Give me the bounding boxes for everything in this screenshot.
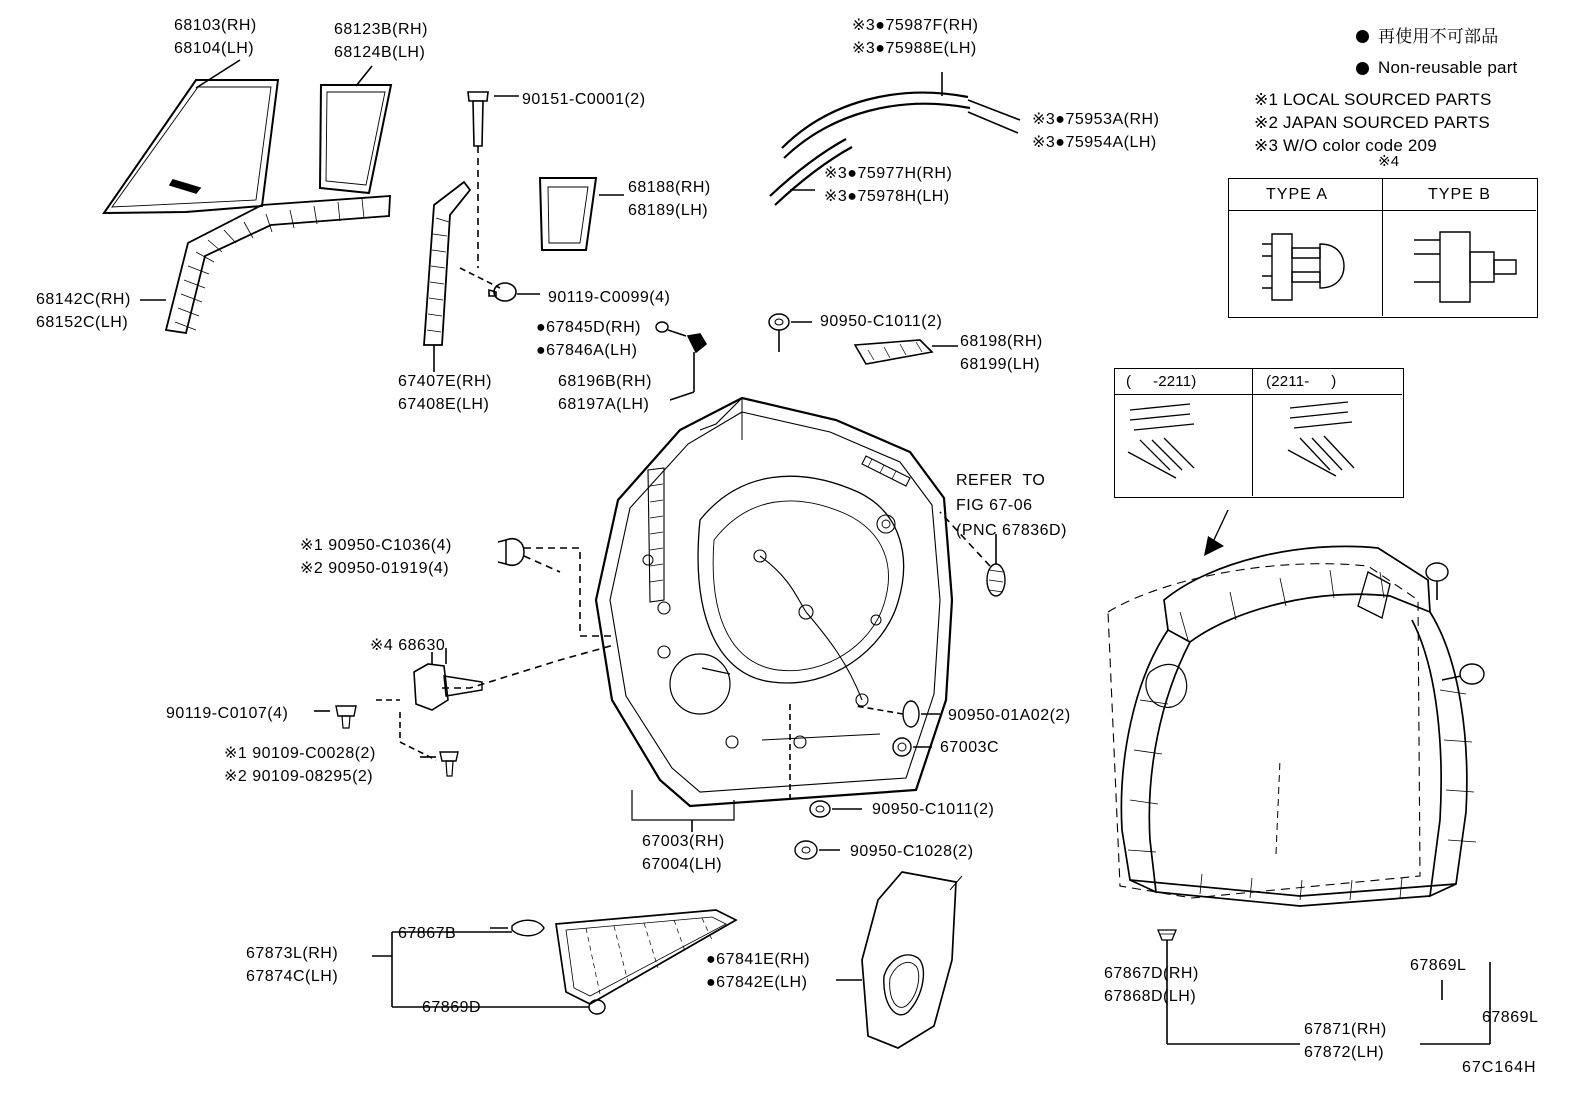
- part-label-90950-C1011-bottom: 90950-C1011(2): [872, 801, 995, 818]
- part-label-68123B: 68123B(RH) 68124B(LH): [334, 21, 428, 61]
- part-label-67869L-b: 67869L: [1482, 1009, 1539, 1026]
- part-label-67003C: 67003C: [940, 739, 1000, 756]
- part-label-75953A: ※3●75953A(RH) ※3●75954A(LH): [1032, 111, 1160, 151]
- part-label-67407E: 67407E(RH) 67408E(LH): [398, 373, 492, 413]
- type-table-divider: [1382, 178, 1383, 316]
- refer-to-note: REFER TO FIG 67-06 (PNC 67836D): [956, 472, 1067, 539]
- part-label-90119-C0107: 90119-C0107(4): [166, 705, 289, 722]
- part-label-75987F: ※3●75987F(RH) ※3●75988E(LH): [852, 17, 979, 57]
- nonreusable-dot-jp: [1356, 30, 1369, 43]
- part-label-67845D: ●67845D(RH) ●67846A(LH): [536, 319, 641, 359]
- date-table-divider: [1252, 368, 1253, 496]
- part-label-90151: 90151-C0001(2): [522, 91, 646, 108]
- part-label-67867B: 67867B: [398, 925, 457, 942]
- type-b-header: TYPE B: [1428, 186, 1491, 203]
- date-range-a-header: ( -2211): [1126, 373, 1197, 390]
- part-label-67869L-a: 67869L: [1410, 957, 1467, 974]
- part-label-68196B: 68196B(RH) 68197A(LH): [558, 373, 652, 413]
- note-japan-sourced: ※2 JAPAN SOURCED PARTS: [1254, 113, 1490, 132]
- part-label-68188: 68188(RH) 68189(LH): [628, 179, 711, 219]
- part-label-90119-C0099: 90119-C0099(4): [548, 289, 671, 306]
- part-label-67871: 67871(RH) 67872(LH): [1304, 1021, 1387, 1061]
- part-label-67841E: ●67841E(RH) ●67842E(LH): [706, 951, 811, 991]
- part-label-90950-01A02: 90950-01A02(2): [948, 707, 1071, 724]
- part-label-68198: 68198(RH) 68199(LH): [960, 333, 1043, 373]
- nonreusable-label-en: Non-reusable part: [1378, 58, 1518, 77]
- part-label-90950-C1028: 90950-C1028(2): [850, 843, 974, 860]
- part-label-75977H: ※3●75977H(RH) ※3●75978H(LH): [824, 165, 953, 205]
- part-label-68630: ※4 68630: [370, 637, 446, 654]
- part-label-90950-C1036: ※1 90950-C1036(4) ※2 90950-01919(4): [300, 537, 452, 577]
- type-table-header-rule: [1228, 210, 1536, 211]
- date-range-b-header: (2211- ): [1266, 373, 1337, 390]
- part-label-68142C: 68142C(RH) 68152C(LH): [36, 291, 131, 331]
- part-label-67873L: 67873L(RH) 67874C(LH): [246, 945, 339, 985]
- part-label-68103: 68103(RH) 68104(LH): [174, 17, 257, 57]
- part-label-67867D: 67867D(RH) 67868D(LH): [1104, 965, 1199, 1005]
- part-label-90950-C1011-top: 90950-C1011(2): [820, 313, 943, 330]
- part-label-67869D: 67869D: [422, 999, 482, 1016]
- nonreusable-label-jp: 再使用不可部品: [1378, 27, 1499, 46]
- nonreusable-dot-en: [1356, 62, 1369, 75]
- part-label-90109-C0028: ※1 90109-C0028(2) ※2 90109-08295(2): [224, 745, 376, 785]
- type-table-marker: ※4: [1378, 153, 1400, 170]
- date-table-header-rule: [1114, 394, 1402, 395]
- type-a-header: TYPE A: [1266, 186, 1329, 203]
- part-label-67003: 67003(RH) 67004(LH): [642, 833, 725, 873]
- note-local-sourced: ※1 LOCAL SOURCED PARTS: [1254, 90, 1492, 109]
- note-color-code: ※3 W/O color code 209: [1254, 136, 1437, 155]
- figure-id: 67C164H: [1462, 1059, 1537, 1076]
